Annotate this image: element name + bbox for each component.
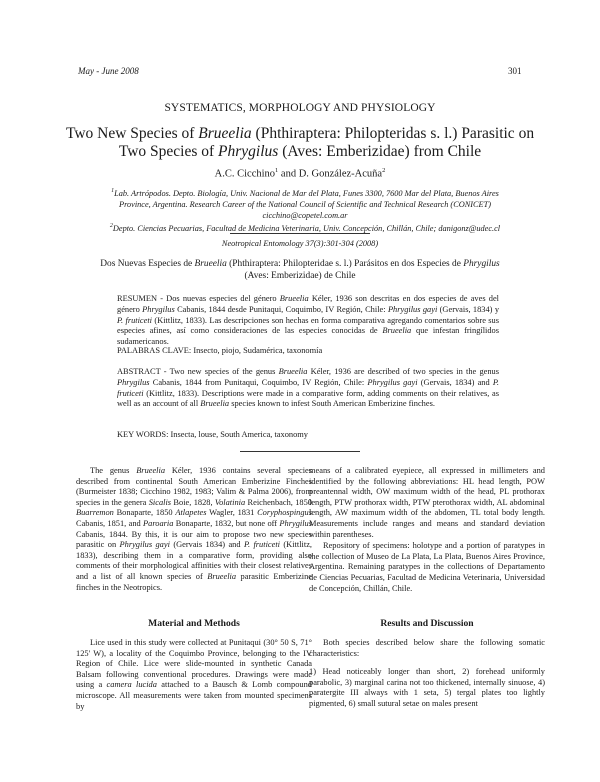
section-title: SYSTEMATICS, MORPHOLOGY AND PHYSIOLOGY [164, 102, 436, 114]
paper-title [60, 125, 540, 161]
resumen: RESUMEN - Dos nuevas especies del género Brueelia Kéler, 1936 son descritas en dos especies de aves del género Phrygilus Cabanis, 1844 desde Punitaqui, Coquimbo, IV Región, Chile: Phrygilus gayi (Gervais, 1834) y P. fruticeti (Kittlitz, 1833). Las descripciones son hechas en forma comparativa agregando comentarios sobre sus especies afines, así como consideraciones de las especies conocidas de Brueelia que infestan fringílidos sudamericanos. [117, 294, 500, 347]
repository-paragraph: Repository of specimens: holotype and a portion of paratypes in the collection of Museo de La Plata, La Plata, Buenos Aires Province, Argentina. Remaining paratypes in the collections of Departamento de Ciencias Pecuarias, Facultad de Medicina Veterinaria, Universidad de Concepción, Chillán, Chile. [309, 541, 545, 593]
affiliations [95, 186, 515, 234]
measurements-paragraph: means of a calibrated eyepiece, all expressed in millimeters and identified by the following abbreviations: HL head length, POW preantennal width, OW maximum width of the head, PL prothorax length, PTW prothorax width, PTW pterothorax width, AL abdominal length, AW maximum width of the abdomen, TL total body length. Measurements include ranges and means and standard deviation within parentheses. [309, 466, 545, 539]
authors: A.C. Cicchino$^1$ and D. González-Acuña$^2$ [214, 167, 386, 180]
right-column [309, 466, 545, 594]
title-line2: Two Species of Phrygilus (Aves: Emberizidae) from Chile [118, 143, 482, 160]
methods-paragraph: Lice used in this study were collected at Punitaqui (30° 50 S, 71° 125' W), a locality of the Coquimbo Province, belonging to the IV Region of Chile. Lice were slide-mounted in synthetic Canada Balsam following conventional procedures. Drawings were made using a camera lucida attached to a Bausch & Lomb compound microscope. All measurements were taken from mounted specimens by [76, 638, 312, 711]
spanish-title: Dos Nuevas Especies de Brueelia (Phthiraptera: Philopteridae s. l.) Parásitos en dos Especies de Phrygilus (Aves: Emberizidae) de Chile [100, 259, 500, 281]
results-column [309, 638, 545, 710]
results-paragraph-1: Both species described below share the following somatic characteristics: [309, 638, 545, 658]
results-paragraph-2: 1) Head noticeably longer than short, 2) forehead uniformly parabolic, 3) marginal carina not too thickened, internally sinuose, 4) paratergite III always with 1 seta, 5) tergal plates too lightly pigmented, 6) small sutural setae on males present [309, 667, 545, 708]
title-line1: Two New Species of Brueelia (Phthiraptera: Philopteridas s. l.) Parasitic on [65, 125, 535, 142]
left-column [76, 466, 312, 593]
page-number: 301 [508, 66, 522, 76]
keywords: KEY WORDS: Insecta, louse, South America, taxonomy [117, 430, 308, 439]
running-header-date: May - June 2008 [78, 66, 139, 76]
affiliation-1-email: cicchino@copetel.com.ar [262, 210, 348, 220]
palabras-clave: PALABRAS CLAVE: Insecto, piojo, Sudamérica, taxonomía [117, 346, 323, 355]
affiliation-2: $^2$Depto. Ciencias Pecuarias, Facultad de Medicina Veterinaria, Univ. Concepción, Chillán, Chile; danigonz@udec.cl [109, 222, 501, 233]
heading-results-discussion: Results and Discussion [380, 618, 474, 629]
heading-material-methods: Material and Methods [148, 618, 240, 629]
methods-column [76, 638, 312, 712]
journal-reference: Neotropical Entomology 37(3):301-304 (2008) [221, 239, 379, 248]
abstract: ABSTRACT - Two new species of the genus Brueelia Kéler, 1936 are described of two species in the genus Phrygilus Cabanis, 1844 from Punitaqui, Coquimbo, IV Región, Chile: Phrygilus gayi (Gervais, 1834) and P. fruticeti (Kittlitz, 1833). Descriptions were made in a comparative form, adding comments on their relatives, as well as an account of all Brueelia species known to infest South American Emberizine finches. [117, 367, 499, 409]
intro-paragraph: The genus Brueelia Kéler, 1936 contains several species described from continental South American Emberizine Finches (Burmeister 1838; Cicchino 1982, 1983; Valim & Palma 2006), from species in the genera Sicalis Boie, 1828, Volatinia Reichenbach, 1850 Buarremon Bonaparte, 1850 Atlapetes Wagler, 1831 Coryphospingus Cabanis, 1851, and Paroaria Bonaparte, 1832, but none off Phrygilus Cabanis, 1844. By this, it is our aim to propose two new species parasitic on Phrygilus gayi (Gervais 1834) and P. fruticeti (Kittlitz, 1833), describing them in a comparative form, providing also comments of their morphological affinities with their closest relatives and a list of all known species of Brueelia parasitic Emberizine finches in the Neotropics. [76, 466, 312, 592]
divider-abstract [240, 451, 360, 452]
affiliation-1: $^1$Lab. Artrópodos. Depto. Biología, Univ. Nacional de Mar del Plata, Funes 3300, 7600 Mar del Plata, Buenos Aires Province, Argentina. Research Career of the National Council of Scientific and Technical Research (CONICET) [111, 188, 499, 209]
divider-top [230, 233, 370, 234]
